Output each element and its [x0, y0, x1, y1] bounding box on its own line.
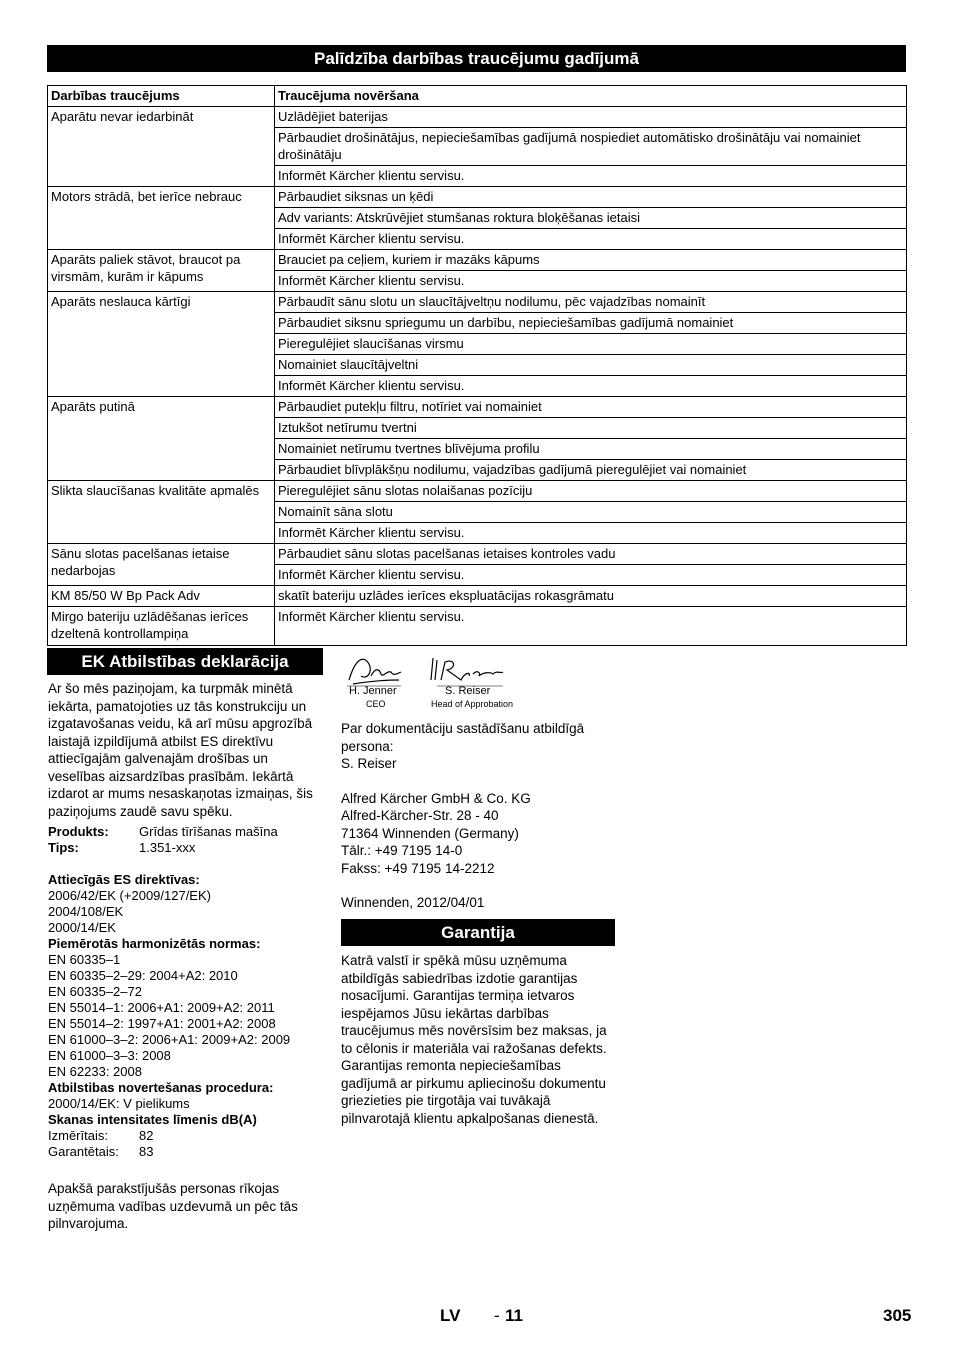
doc-person: S. Reiser — [341, 756, 397, 771]
standard-item: EN 61000–3–2: 2006+A1: 2009+A2: 2009 — [48, 1032, 291, 1047]
standard-item: EN 60335–2–29: 2004+A2: 2010 — [48, 968, 238, 983]
troubleshooting-table — [47, 85, 907, 646]
contact-block — [341, 720, 616, 912]
table-row — [48, 250, 907, 271]
type-value: 1.351-xxx — [139, 840, 196, 855]
column-header-fault: Darbības traucējums — [48, 86, 275, 107]
type-row — [48, 840, 323, 856]
remedy-cell: Informēt Kärcher klientu servisu. — [275, 607, 907, 646]
garantija-text: Katrā valstī ir spēkā mūsu uzņēmuma atbildīgās sabiedrības izdotie garantijas nosacījumi. Garantijas termiņa ietvaros iespējamos Jūsu iekārtas darbības traucējumus mēs novērsīsim bez maksas, ja to cēlonis ir materiāla vai ražošanas defekts. Garantijas remonta nepieciešamības gadījumā ar pirkumu apliecinošu dokumentu griezieties pie tirgotāja vai tuvākajā pilnvarotajā klientu apkalpošanas dienestā. — [341, 953, 607, 1126]
remedy-cell: Iztukšot netīrumu tvertni — [275, 418, 907, 439]
standard-item: EN 60335–2–72 — [48, 984, 142, 999]
signature-name-1: H. Jenner — [349, 685, 397, 697]
procedure-value: 2000/14/EK: V pielikums — [48, 1096, 190, 1111]
noise-label: Skanas intensitates līmenis dB(A) — [48, 1112, 257, 1127]
remedy-cell: Informēt Kärcher klientu servisu. — [275, 229, 907, 250]
place-date: Winnenden, 2012/04/01 — [341, 895, 485, 910]
table-row — [48, 292, 907, 313]
table-row — [48, 607, 907, 646]
table-header-row — [48, 86, 907, 107]
table-row — [48, 481, 907, 502]
standard-item: EN 60335–1 — [48, 952, 121, 967]
company-name: Alfred Kärcher GmbH & Co. KG — [341, 790, 531, 806]
section-title-ek: EK Atbilstības deklarācija — [47, 648, 323, 675]
fault-cell: Aparāts neslauca kārtīgi — [48, 292, 275, 397]
remedy-cell: Informēt Kärcher klientu servisu. — [275, 523, 907, 544]
product-label: Produkts: — [48, 824, 109, 839]
directives-label: Attiecīgās ES direktīvas: — [48, 872, 200, 887]
table-row — [48, 544, 907, 565]
table-row — [48, 107, 907, 128]
standard-item: EN 55014–1: 2006+A1: 2009+A2: 2011 — [48, 1000, 275, 1015]
fault-cell: Sānu slotas pacelšanas ietaise nedarbojas — [48, 544, 275, 586]
product-value: Grīdas tīrīšanas mašīna — [139, 824, 278, 839]
section-title-garantija: Garantija — [341, 919, 615, 946]
remedy-cell: Nomainīt sāna slotu — [275, 502, 907, 523]
type-label: Tips: — [48, 840, 79, 855]
remedy-cell: Nomainiet slaucītājveltni — [275, 355, 907, 376]
company-fax: Fakss: +49 7195 14-2212 — [341, 860, 495, 876]
footer-language: LV — [440, 1306, 461, 1325]
doc-person-label: Par dokumentāciju sastādīšanu atbildīgā persona: — [341, 721, 585, 754]
footer-section-page: 11 — [505, 1306, 523, 1325]
remedy-cell: Pieregulējiet slaucīšanas virsmu — [275, 334, 907, 355]
standard-item: EN 61000–3–3: 2008 — [48, 1048, 171, 1063]
guaranteed-label: Garantētais: — [48, 1144, 119, 1159]
remedy-cell: Pārbaudiet siksnas un ķēdi — [275, 187, 907, 208]
guaranteed-value: 83 — [139, 1144, 154, 1159]
fault-cell: Aparāts paliek stāvot, braucot pa virsmām, kurām ir kāpums — [48, 250, 275, 292]
signature-jenner-icon — [341, 650, 541, 690]
company-street: Alfred-Kärcher-Str. 28 - 40 — [341, 808, 499, 823]
remedy-cell: Pārbaudiet putekļu filtru, notīriet vai nomainiet — [275, 397, 907, 418]
directive-item: 2004/108/EK — [48, 904, 124, 919]
table-row — [48, 586, 907, 607]
footer-dash: - — [494, 1306, 500, 1325]
ek-intro: Ar šo mēs paziņojam, ka turpmāk minētā iekārta, pamatojoties uz tās konstrukciju un izgatavošanas veidu, kā arī mūsu apgrozībā laistajā izpildījumā atbilst ES direktīvu attiecīgajām galvenajām drošības un veselības aizsardzības prasībām. Iekārtā izdarot ar mums nesaskaņotas izmaiņas, šis paziņojums zaudē savu spēku. — [48, 681, 313, 819]
measured-value: 82 — [139, 1128, 154, 1143]
column-header-remedy: Traucējuma novēršana — [275, 86, 907, 107]
guaranteed-row — [48, 1144, 323, 1160]
remedy-cell: skatīt bateriju uzlādes ierīces ekspluatācijas rokasgrāmatu — [275, 586, 907, 607]
fault-cell: Motors strādā, bet ierīce nebrauc — [48, 187, 275, 250]
signature-role-2: Head of Approbation — [431, 699, 514, 709]
fault-cell: KM 85/50 W Bp Pack Adv — [48, 586, 275, 607]
remedy-cell: Pārbaudiet sānu slotas pacelšanas ietaises kontroles vadu — [275, 544, 907, 565]
remedy-cell: Pārbaudīt sānu slotu un slaucītājveltņu nodilumu, pēc vajadzības nomainīt — [275, 292, 907, 313]
standard-item: EN 62233: 2008 — [48, 1064, 142, 1079]
fault-cell: Aparāts putinā — [48, 397, 275, 481]
remedy-cell: Uzlādējiet baterijas — [275, 107, 907, 128]
signature-name-2: S. Reiser — [445, 685, 491, 697]
remedy-cell: Brauciet pa ceļiem, kuriem ir mazāks kāpums — [275, 250, 907, 271]
remedy-cell: Informēt Kärcher klientu servisu. — [275, 565, 907, 586]
ek-declaration — [48, 680, 323, 1233]
directive-item: 2000/14/EK — [48, 920, 116, 935]
directive-item: 2006/42/EK (+2009/127/EK) — [48, 888, 211, 903]
procedure-label: Atbilstibas novertešanas procedura: — [48, 1080, 274, 1095]
remedy-cell: Informēt Kärcher klientu servisu. — [275, 166, 907, 187]
section-title-troubleshooting: Palīdzība darbības traucējumu gadījumā — [47, 45, 906, 72]
remedy-cell: Pārbaudiet drošinātājus, nepieciešamības gadījumā nospiediet automātisko drošinātāju vai nomainiet drošinātāju — [275, 128, 907, 166]
remedy-cell: Adv variants: Atskrūvējiet stumšanas roktura bloķēšanas ietaisi — [275, 208, 907, 229]
remedy-cell: Pārbaudiet blīvplākšņu nodilumu, vajadzības gadījumā pieregulējiet vai nomainiet — [275, 460, 907, 481]
standards-label: Piemērotās harmonizētās normas: — [48, 936, 261, 951]
product-row — [48, 824, 323, 840]
company-city: 71364 Winnenden (Germany) — [341, 825, 519, 841]
fault-cell: Mirgo bateriju uzlādēšanas ierīces dzeltenā kontrollampiņa — [48, 607, 275, 646]
remedy-cell: Informēt Kärcher klientu servisu. — [275, 376, 907, 397]
signatures — [341, 650, 541, 712]
table-row — [48, 397, 907, 418]
signatories-text: Apakšā parakstījušās personas rīkojas uzņēmuma vadības uzdevumā un pēc tās pilnvarojuma. — [48, 1181, 298, 1231]
table-row — [48, 187, 907, 208]
standard-item: EN 55014–2: 1997+A1: 2001+A2: 2008 — [48, 1016, 276, 1031]
remedy-cell: Pārbaudiet siksnu spriegumu un darbību, nepieciešamības gadījumā nomainiet — [275, 313, 907, 334]
company-phone: Tālr.: +49 7195 14-0 — [341, 843, 463, 858]
fault-cell: Slikta slaucīšanas kvalitāte apmalēs — [48, 481, 275, 544]
footer-page-number: 305 — [883, 1306, 912, 1325]
measured-label: Izmērītais: — [48, 1128, 108, 1143]
remedy-cell: Nomainiet netīrumu tvertnes blīvējuma profilu — [275, 439, 907, 460]
signature-role-1: CEO — [366, 699, 386, 709]
remedy-cell: Informēt Kärcher klientu servisu. — [275, 271, 907, 292]
measured-row — [48, 1128, 323, 1144]
fault-cell: Aparātu nevar iedarbināt — [48, 107, 275, 187]
remedy-cell: Pieregulējiet sānu slotas nolaišanas pozīciju — [275, 481, 907, 502]
